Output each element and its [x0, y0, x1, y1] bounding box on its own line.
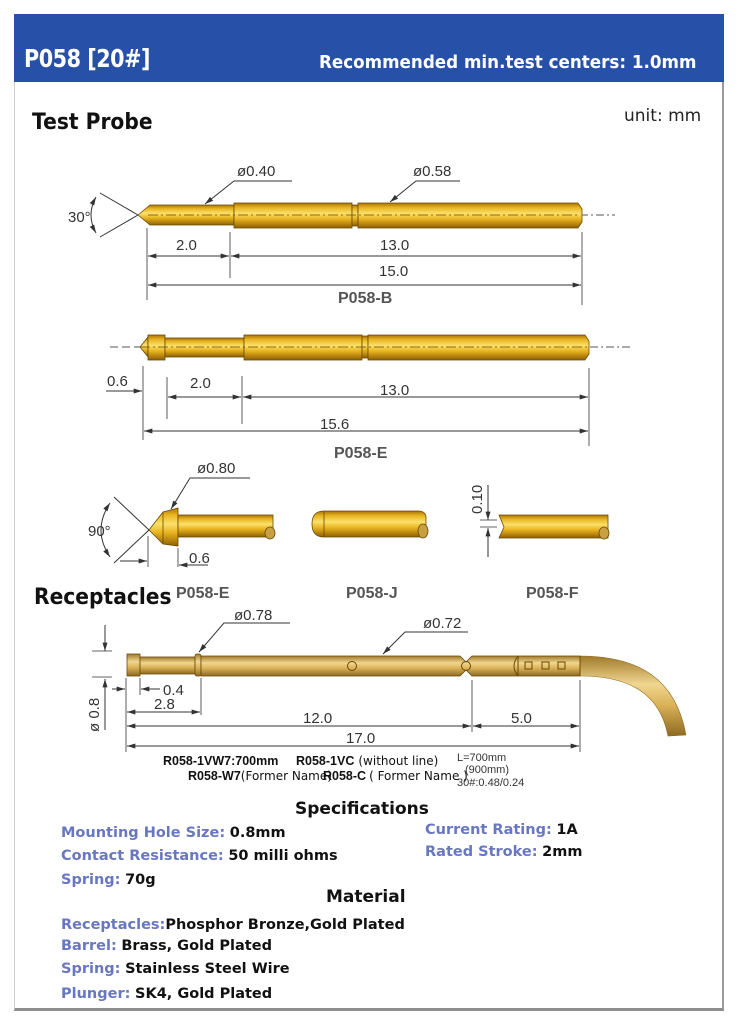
probe-b-label: P058-B: [338, 290, 393, 307]
tip-j-label: P058-J: [346, 585, 398, 602]
wire-length-alt-note: (900mm): [465, 764, 510, 776]
material-spring: Spring: Stainless Steel Wire: [61, 961, 290, 977]
material-plunger: Plunger: SK4, Gold Plated: [61, 986, 273, 1002]
receptacle-dim-tail: 5.0: [511, 710, 532, 727]
receptacle-collar-diameter: ø0.78: [234, 607, 273, 624]
tip-e-angle: 90°: [88, 523, 111, 540]
receptacle-outer-diameter: ø 0.8: [86, 697, 103, 732]
part-number-1vc: R058-1VC (without line): [296, 754, 439, 768]
recommended-centers: Recommended min.test centers: 1.0mm: [319, 52, 697, 73]
probe-b-barrel-diameter: ø0.58: [413, 163, 452, 180]
tip-f-drawing: [480, 485, 609, 557]
probe-b-tip-diameter: ø0.40: [237, 163, 276, 180]
material-barrel: Barrel: Brass, Gold Plated: [61, 938, 272, 954]
receptacle-dim-main: 12.0: [303, 710, 333, 727]
wire-length-note: L=700mm: [457, 752, 507, 764]
spec-spring: Spring: 70g: [61, 872, 156, 888]
receptacle-body-diameter: ø0.72: [423, 615, 462, 632]
tip-j-drawing: [312, 511, 428, 538]
wire-gauge-note: 30#:0.48/0.24: [457, 777, 525, 789]
unit-label: unit: mm: [624, 106, 702, 126]
part-number-1vw7: R058-1VW7:700mm: [163, 754, 279, 768]
test-probe-title: Test Probe: [32, 110, 153, 135]
spec-mounting-hole: Mounting Hole Size: 0.8mm: [61, 825, 286, 841]
tip-e-length: 0.6: [189, 550, 210, 567]
probe-e-dim-head: 0.6: [107, 373, 128, 390]
tip-f-label: P058-F: [526, 585, 579, 602]
specifications-title: Specifications: [295, 799, 429, 819]
tip-e-diameter: ø0.80: [197, 460, 236, 477]
probe-e-dim-total: 15.6: [320, 416, 350, 433]
material-title: Material: [326, 887, 406, 907]
probe-e-dim-barrel: 13.0: [380, 382, 410, 399]
probe-b-dim-total: 15.0: [379, 263, 409, 280]
receptacle-dim-total: 17.0: [346, 730, 376, 747]
receptacle-dim-collar-offset: 0.4: [163, 682, 184, 699]
tip-e-label: P058-E: [176, 585, 230, 602]
probe-b-dim-barrel: 13.0: [380, 237, 410, 254]
receptacle-dim-collar-pos: 2.8: [154, 696, 175, 713]
model-title: P058 [20#]: [24, 44, 151, 73]
spec-contact-resistance: Contact Resistance: 50 milli ohms: [61, 848, 338, 864]
part-number-w7: R058-W7(Former Name): [188, 769, 332, 783]
spec-rated-stroke: Rated Stroke: 2mm: [425, 844, 583, 860]
tip-e-drawing: [101, 478, 275, 567]
tip-f-offset: 0.10: [469, 484, 486, 514]
probe-e-label: P058-E: [334, 445, 388, 462]
probe-b-drawing: [91, 181, 615, 305]
probe-e-dim-tip: 2.0: [190, 375, 211, 392]
part-number-c: R058-C ( Former Name ): [323, 769, 468, 783]
spec-current-rating: Current Rating: 1A: [425, 822, 578, 838]
material-receptacles: Receptacles:Phosphor Bronze,Gold Plated: [61, 917, 405, 933]
probe-b-dim-tip: 2.0: [176, 237, 197, 254]
probe-e-drawing: [106, 335, 632, 446]
receptacles-title: Receptacles: [34, 585, 172, 610]
probe-b-angle: 30°: [68, 209, 91, 226]
